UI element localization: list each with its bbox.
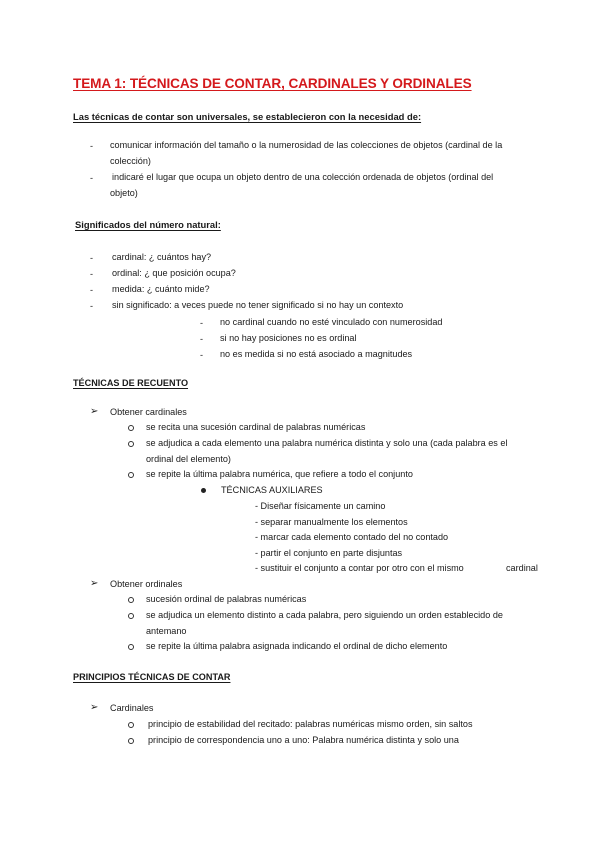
ordinal-step-continuation: antemano	[146, 626, 187, 636]
cardinal-step: se repite la última palabra numérica, que refiere a todo el conjunto	[146, 469, 413, 479]
dash-marker: -	[200, 334, 204, 344]
significados-heading: Significados del número natural:	[75, 219, 221, 230]
circle-bullet-icon	[128, 722, 134, 728]
circle-bullet-icon	[128, 441, 134, 447]
significado-subitem: si no hay posiciones no es ordinal	[220, 333, 357, 343]
circle-bullet-icon	[128, 738, 134, 744]
significado-item: medida: ¿ cuánto mide?	[112, 284, 210, 294]
dash-marker: -	[90, 269, 94, 279]
principios-cardinales-label: Cardinales	[110, 703, 154, 713]
cardinal-step-continuation: ordinal del elemento)	[146, 454, 231, 464]
arrow-bullet-icon: ➢	[90, 406, 99, 417]
cardinal-step: se recita una sucesión cardinal de palabras numéricas	[146, 422, 366, 432]
intro-item-1-line2: colección)	[110, 156, 151, 166]
auxiliar-item-tail: cardinal	[506, 563, 538, 573]
dash-marker: -	[200, 318, 204, 328]
principios-heading: PRINCIPIOS TÉCNICAS DE CONTAR	[73, 672, 231, 682]
ordinal-step: sucesión ordinal de palabras numéricas	[146, 594, 307, 604]
circle-bullet-icon	[128, 425, 134, 431]
significado-item: cardinal: ¿ cuántos hay?	[112, 252, 212, 262]
cardinal-step: se adjudica a cada elemento una palabra numérica distinta y solo una (cada palabra es el	[146, 438, 508, 448]
arrow-bullet-icon: ➢	[90, 578, 99, 589]
auxiliar-item: - separar manualmente los elementos	[255, 517, 408, 527]
significado-item: sin significado: a veces puede no tener significado si no hay un contexto	[112, 300, 404, 310]
intro-item-2-line2: objeto)	[110, 188, 138, 198]
filled-bullet-icon	[201, 488, 206, 493]
significado-subitem: no cardinal cuando no esté vinculado con numerosidad	[220, 317, 443, 327]
significado-item: ordinal: ¿ que posición ocupa?	[112, 268, 236, 278]
dash-marker: -	[90, 141, 94, 151]
dash-marker: -	[200, 350, 204, 360]
ordinal-step: se adjudica un elemento distinto a cada palabra, pero siguiendo un orden establecido de	[146, 610, 503, 620]
dash-marker: -	[90, 301, 94, 311]
intro-item-1-line1: comunicar información del tamaño o la numerosidad de las colecciones de objetos (cardinal de la	[110, 140, 503, 150]
circle-bullet-icon	[128, 472, 134, 478]
arrow-bullet-icon: ➢	[90, 702, 99, 713]
circle-bullet-icon	[128, 597, 134, 603]
obtener-ordinales-label: Obtener ordinales	[110, 579, 183, 589]
intro-heading: Las técnicas de contar son universales, se establecieron con la necesidad de:	[73, 111, 422, 122]
circle-bullet-icon	[128, 644, 134, 650]
ordinal-step: se repite la última palabra asignada indicando el ordinal de dicho elemento	[146, 641, 448, 651]
auxiliar-item: - Diseñar físicamente un camino	[255, 501, 386, 511]
obtener-cardinales-label: Obtener cardinales	[110, 407, 187, 417]
dash-marker: -	[90, 173, 94, 183]
significado-subitem: no es medida si no está asociado a magnitudes	[220, 349, 413, 359]
dash-marker: -	[90, 285, 94, 295]
dash-marker: -	[90, 253, 94, 263]
principio-item: principio de estabilidad del recitado: palabras numéricas mismo orden, sin saltos	[148, 719, 473, 729]
circle-bullet-icon	[128, 613, 134, 619]
page-title: TEMA 1: TÉCNICAS DE CONTAR, CARDINALES Y ORDINALES	[73, 76, 472, 91]
auxiliar-item: - partir el conjunto en parte disjuntas	[255, 548, 403, 558]
recuento-heading: TÉCNICAS DE RECUENTO	[73, 378, 189, 388]
tecnicas-auxiliares-label: TÉCNICAS AUXILIARES	[221, 485, 323, 495]
intro-item-2-line1: indicaré el lugar que ocupa un objeto dentro de una colección ordenada de objetos (ordinal del	[112, 172, 494, 182]
auxiliar-item: - marcar cada elemento contado del no contado	[255, 532, 449, 542]
auxiliar-item: - sustituir el conjunto a contar por otro con el mismo	[255, 563, 464, 573]
principio-item: principio de correspondencia uno a uno: Palabra numérica distinta y solo una	[148, 735, 459, 745]
